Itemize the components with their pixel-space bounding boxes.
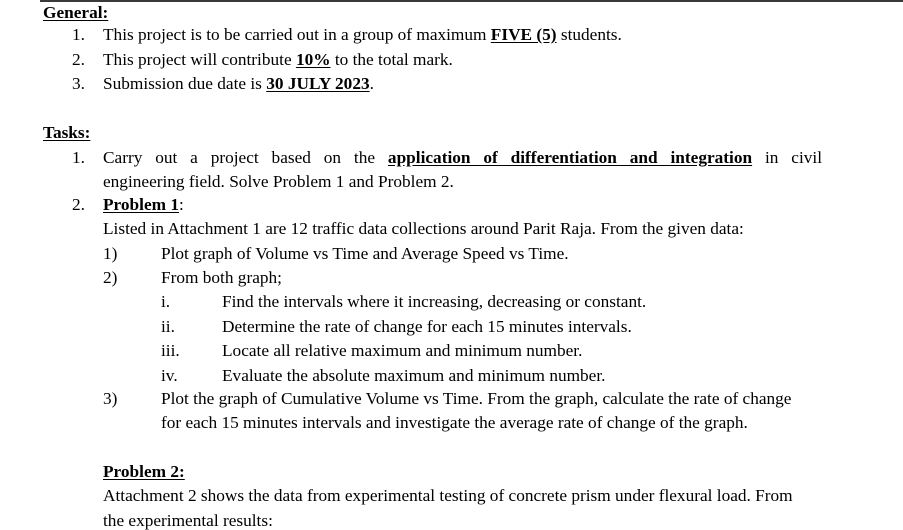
general-item-2 <box>103 51 453 68</box>
substep-i-number: i. <box>161 292 171 311</box>
task-1-emphasis: application of differentiation and integration <box>387 148 753 167</box>
step-3-number: 3) <box>103 389 118 408</box>
general-item-3-emphasis: 30 JULY 2023 <box>266 74 370 93</box>
general-item-2-number: 2. <box>72 50 85 69</box>
general-item-2-text-end: to the total mark. <box>330 50 453 69</box>
problem-2-line-1: Attachment 2 shows the data from experimental testing of concrete prism under flexural load. From <box>103 486 793 505</box>
general-item-3-text-end: . <box>369 74 374 93</box>
problem-1-heading <box>103 196 184 213</box>
general-item-1-emphasis: FIVE (5) <box>490 25 557 44</box>
top-rule <box>40 0 903 2</box>
step-3-line-2: for each 15 minutes intervals and investigate the average rate of change of the graph. <box>161 413 748 432</box>
general-item-2-emphasis: 10% <box>295 50 331 69</box>
step-3-line-1: Plot the graph of Cumulative Volume vs Time. From the graph, calculate the rate of change <box>161 389 792 408</box>
general-item-1-text: This project is to be carried out in a group of maximum <box>103 25 491 44</box>
general-item-1 <box>103 26 622 43</box>
tasks-heading: Tasks: <box>43 123 91 142</box>
general-item-1-number: 1. <box>72 25 85 44</box>
substep-iv-number: iv. <box>161 366 178 385</box>
step-2-text: From both graph; <box>161 268 282 287</box>
task-1-number: 1. <box>72 148 85 167</box>
general-item-3-text: Submission due date is <box>103 74 267 93</box>
general-item-3 <box>103 75 374 92</box>
general-item-1-text-end: students. <box>556 25 622 44</box>
general-item-2-text: This project will contribute <box>103 50 296 69</box>
task-2-number: 2. <box>72 195 85 214</box>
general-item-3-number: 3. <box>72 74 85 93</box>
step-2-number: 2) <box>103 268 118 287</box>
task-1-text-end: in civil <box>752 148 822 167</box>
substep-iv-text: Evaluate the absolute maximum and minimum number. <box>222 366 606 385</box>
substep-iii-number: iii. <box>161 341 180 360</box>
substep-ii-text: Determine the rate of change for each 15 minutes intervals. <box>222 317 632 336</box>
substep-i-text: Find the intervals where it increasing, decreasing or constant. <box>222 292 647 311</box>
general-heading: General: <box>43 3 109 22</box>
substep-iii-text: Locate all relative maximum and minimum number. <box>222 341 583 360</box>
problem-2-title: Problem 2: <box>103 462 185 481</box>
problem-2-line-2: the experimental results: <box>103 511 273 530</box>
substep-ii-number: ii. <box>161 317 175 336</box>
step-1-text: Plot graph of Volume vs Time and Average Speed vs Time. <box>161 244 569 263</box>
task-1-text: Carry out a project based on the <box>103 148 388 167</box>
problem-1-intro: Listed in Attachment 1 are 12 traffic data collections around Parit Raja. From the given data: <box>103 219 744 238</box>
task-1-line-2: engineering field. Solve Problem 1 and Problem 2. <box>103 172 454 191</box>
step-1-number: 1) <box>103 244 118 263</box>
problem-1-title-suffix: : <box>179 195 184 214</box>
task-1-line-1 <box>103 149 822 166</box>
problem-1-title: Problem 1 <box>103 195 179 214</box>
